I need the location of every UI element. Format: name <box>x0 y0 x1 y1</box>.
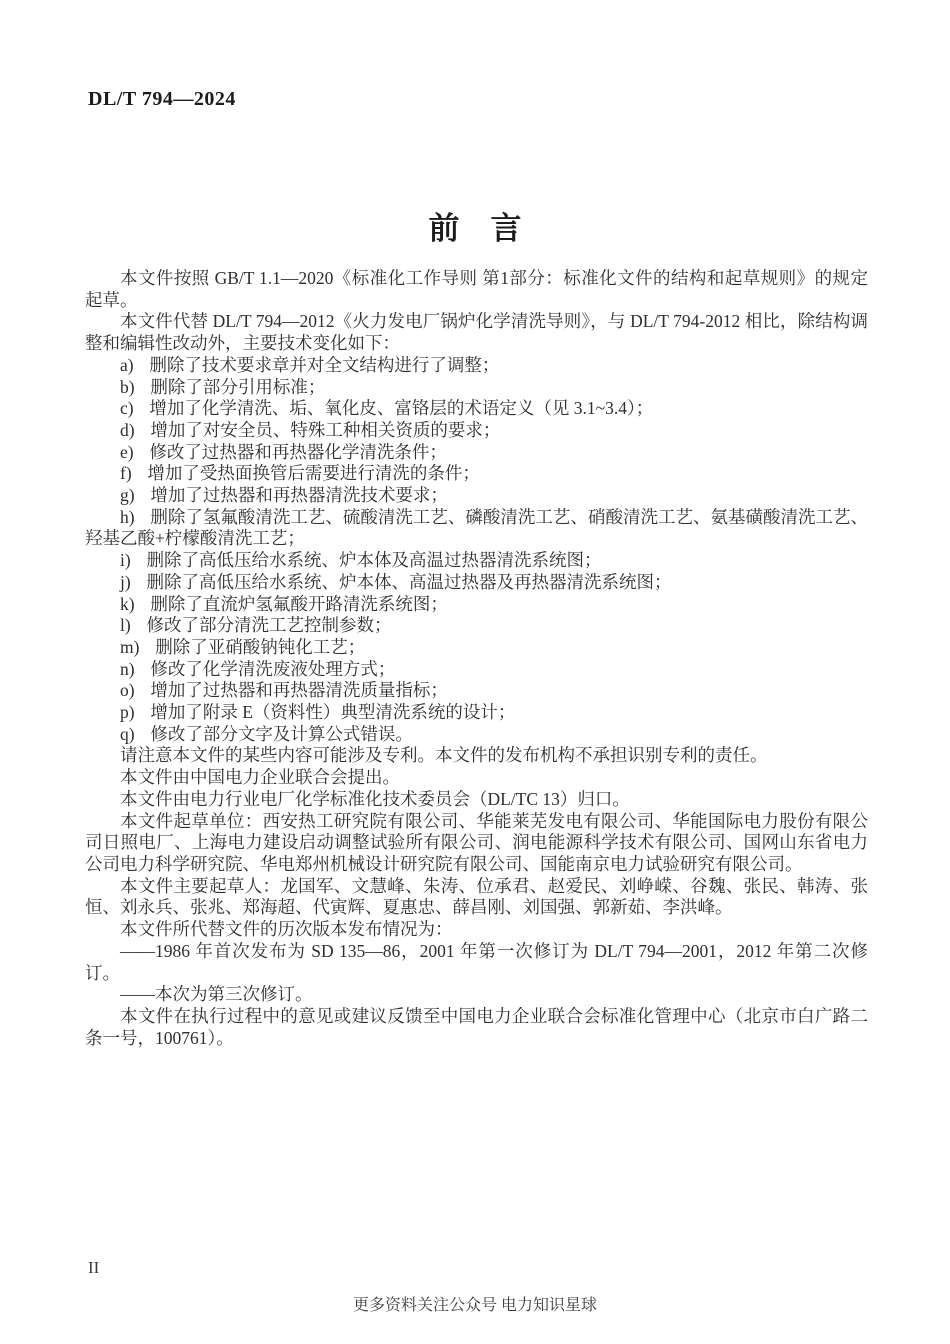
change-item-label: h) <box>120 506 135 527</box>
change-item <box>85 442 868 464</box>
change-item <box>85 377 868 399</box>
paragraph: 本文件起草单位：西安热工研究院有限公司、华能莱芜发电有限公司、华能国际电力股份有限公司日照电厂、上海电力建设启动调整试验所有限公司、润电能源科学技术有限公司、国网山东省电力公司电力科学研究院、华电郑州机械设计研究院有限公司、国能南京电力试验研究有限公司。 <box>85 810 868 874</box>
change-item-text: 增加了对安全员、特殊工种相关资质的要求； <box>150 419 501 440</box>
change-item <box>85 507 868 550</box>
change-item-label: q) <box>120 723 135 744</box>
change-item-text: 增加了化学清洗、垢、氧化皮、富铬层的术语定义（见 3.1~3.4）； <box>149 398 654 419</box>
change-item-label: p) <box>120 702 135 723</box>
change-item <box>85 680 868 702</box>
change-item <box>85 724 868 746</box>
paragraph: 本文件主要起草人：龙国军、文慧峰、朱涛、位承君、赵爱民、刘峥嵘、谷魏、张民、韩涛、张恒、刘永兵、张兆、郑海超、代寅辉、夏惠忠、薛昌刚、刘国强、郭新茹、李洪峰。 <box>85 875 868 918</box>
change-item-label: i) <box>120 550 131 571</box>
change-item-text: 删除了直流炉氢氟酸开路清洗系统图； <box>150 593 448 614</box>
change-item-text: 删除了部分引用标准； <box>150 376 326 397</box>
paragraph: 本文件所代替文件的历次版本发布情况为： <box>120 919 453 940</box>
paragraph: 本文件在执行过程中的意见或建议反馈至中国电力企业联合会标准化管理中心（北京市白广路二条一号，100761）。 <box>85 1005 868 1048</box>
change-item <box>85 355 868 377</box>
change-item-text: 增加了过热器和再热器清洗质量指标； <box>150 680 448 701</box>
change-item <box>85 485 868 507</box>
change-item <box>85 702 868 724</box>
footer-watermark: 更多资料关注公众号 电力知识星球 <box>352 1297 597 1314</box>
change-item-text: 增加了受热面换管后需要进行清洗的条件； <box>147 463 480 484</box>
change-item-text: 修改了部分清洗工艺控制参数； <box>146 615 392 636</box>
change-item-text: 增加了过热器和再热器清洗技术要求； <box>150 485 448 506</box>
paragraph: ——本次为第三次修订。 <box>120 984 313 1005</box>
change-item-label: f) <box>120 463 132 484</box>
change-item <box>85 615 868 637</box>
document-body <box>85 268 868 1049</box>
change-item <box>85 572 868 594</box>
change-item-label: j) <box>120 571 131 592</box>
change-item <box>85 420 868 442</box>
change-item-label: d) <box>120 419 135 440</box>
paragraph: 本文件由电力行业电厂化学标准化技术委员会（DL/TC 13）归口。 <box>120 788 630 809</box>
change-item-label: o) <box>120 680 135 701</box>
change-item-text: 修改了过热器和再热器化学清洗条件； <box>149 441 447 462</box>
change-item <box>85 550 868 572</box>
paragraph: 本文件由中国电力企业联合会提出。 <box>120 767 400 788</box>
standard-number: DL/T 794—2024 <box>88 88 236 110</box>
change-item <box>85 637 868 659</box>
change-item <box>85 659 868 681</box>
change-item-label: k) <box>120 593 135 614</box>
change-item-text: 删除了氢氟酸清洗工艺、硫酸清洗工艺、磷酸清洗工艺、硝酸清洗工艺、氨基磺酸清洗工艺、羟基乙酸+柠檬酸清洗工艺； <box>85 506 868 549</box>
change-item-label: c) <box>120 398 134 419</box>
change-item-label: b) <box>120 376 135 397</box>
change-item-label: g) <box>120 485 135 506</box>
change-item-label: n) <box>120 658 135 679</box>
change-item-label: m) <box>120 636 140 657</box>
change-item <box>85 398 868 420</box>
change-item-label: e) <box>120 441 134 462</box>
paragraph: 请注意本文件的某些内容可能涉及专利。本文件的发布机构不承担识别专利的责任。 <box>120 745 768 766</box>
page-number: II <box>88 1258 100 1277</box>
change-item-label: a) <box>120 354 134 375</box>
change-item-label: l) <box>120 615 131 636</box>
change-item-text: 增加了附录 E（资料性）典型清洗系统的设计； <box>150 702 516 723</box>
change-item-text: 修改了化学清洗废液处理方式； <box>150 658 396 679</box>
page-title: 前 言 <box>428 211 522 246</box>
paragraph: 本文件按照 GB/T 1.1—2020《标准化工作导则 第1部分：标准化文件的结构和起草规则》的规定起草。 <box>85 268 868 310</box>
change-item-text: 修改了部分文字及计算公式错误。 <box>150 723 413 744</box>
change-item-text: 删除了亚硝酸钠钝化工艺； <box>155 636 366 657</box>
change-item-text: 删除了高低压给水系统、炉本体及高温过热器清洗系统图； <box>146 550 602 571</box>
change-item-text: 删除了高低压给水系统、炉本体、高温过热器及再热器清洗系统图； <box>146 571 672 592</box>
paragraph: 本文件代替 DL/T 794—2012《火力发电厂锅炉化学清洗导则》，与 DL/T 794-2012 相比，除结构调整和编辑性改动外，主要技术变化如下： <box>85 311 868 354</box>
change-item <box>85 594 868 616</box>
change-item-text: 删除了技术要求章并对全文结构进行了调整； <box>149 354 500 375</box>
paragraph: ——1986 年首次发布为 SD 135—86，2001 年第一次修订为 DL/T 794—2001，2012 年第二次修订。 <box>85 940 868 983</box>
change-item <box>85 463 868 485</box>
